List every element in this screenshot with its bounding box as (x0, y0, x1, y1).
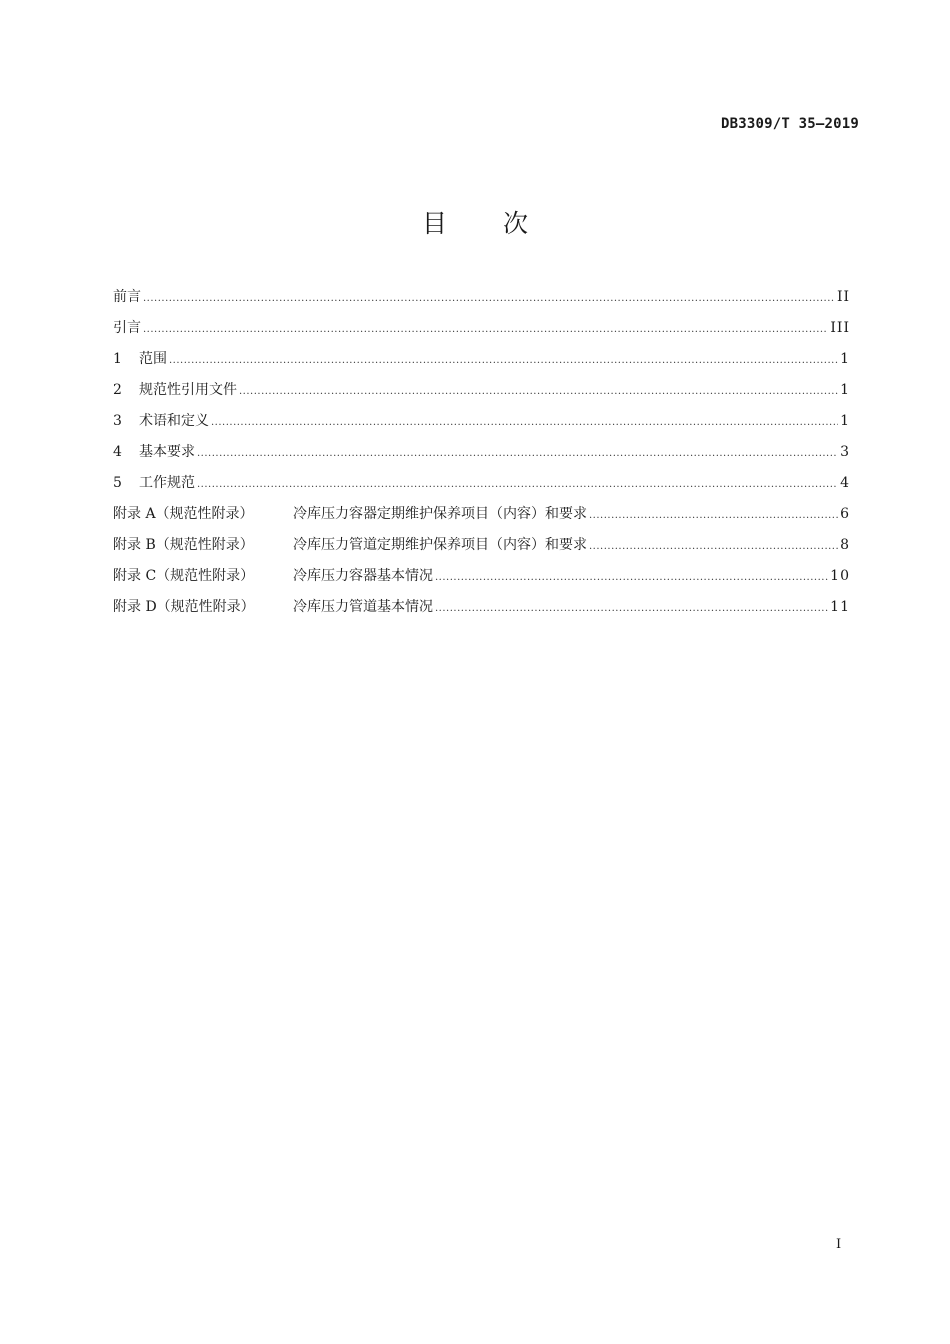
toc-entry-text: 引言 (113, 320, 141, 336)
toc-entry-text: 前言 (113, 289, 141, 305)
toc-dot-leader (197, 441, 838, 467)
toc-entry-text: 范围 (139, 351, 167, 367)
toc-entry-page: 1 (840, 382, 850, 398)
page-number: I (836, 1237, 842, 1252)
toc-entry-page: 6 (840, 506, 850, 522)
document-code: DB3309/T 35—2019 (720, 116, 859, 132)
toc-dot-leader (143, 286, 835, 312)
toc-entry-page: 1 (840, 351, 850, 367)
toc-entry-page: 10 (830, 568, 850, 584)
toc-appendix-label: 附录 C（规范性附录） (113, 568, 255, 584)
toc-dot-leader (589, 503, 838, 529)
toc-appendix-label: 附录 A（规范性附录） (113, 506, 254, 522)
toc-dot-leader (435, 565, 828, 591)
toc-entry-page: 3 (840, 444, 850, 460)
toc-dot-leader (435, 596, 828, 622)
toc-entry-foreword[interactable] (113, 284, 850, 315)
toc-entry-appendix-b[interactable] (113, 532, 850, 563)
toc-entry-text: 冷库压力容器基本情况 (293, 568, 433, 584)
toc-title: 目 次 (422, 209, 528, 238)
toc-entry-text: 冷库压力容器定期维护保养项目（内容）和要求 (293, 506, 587, 522)
toc-entry-text: 规范性引用文件 (139, 382, 237, 398)
toc-entry-text: 术语和定义 (139, 413, 209, 429)
toc-entry-basic-requirements[interactable] (113, 439, 850, 470)
toc-entry-number: 4 (113, 444, 122, 460)
toc-entry-text: 工作规范 (139, 475, 195, 491)
toc-dot-leader (239, 379, 838, 405)
toc-entry-page: II (836, 289, 850, 305)
toc-entry-number: 1 (113, 351, 122, 367)
toc-dot-leader (169, 348, 838, 374)
toc-entry-text: 基本要求 (139, 444, 195, 460)
toc-entry-work-specification[interactable] (113, 470, 850, 501)
toc-entry-appendix-a[interactable] (113, 501, 850, 532)
toc-entry-text: 冷库压力管道定期维护保养项目（内容）和要求 (293, 537, 587, 553)
toc-list (113, 284, 850, 625)
toc-entry-page: 4 (840, 475, 850, 491)
toc-entry-appendix-d[interactable] (113, 594, 850, 625)
toc-dot-leader (197, 472, 838, 498)
toc-entry-page: III (830, 320, 850, 336)
toc-entry-scope[interactable] (113, 346, 850, 377)
toc-entry-page: 1 (840, 413, 850, 429)
toc-entry-number: 3 (113, 413, 122, 429)
toc-entry-appendix-c[interactable] (113, 563, 850, 594)
toc-dot-leader (143, 317, 828, 343)
toc-entry-number: 5 (113, 475, 122, 491)
toc-dot-leader (589, 534, 838, 560)
toc-entry-normative-references[interactable] (113, 377, 850, 408)
toc-entry-number: 2 (113, 382, 122, 398)
toc-entry-page: 8 (840, 537, 850, 553)
toc-entry-terms-definitions[interactable] (113, 408, 850, 439)
toc-entry-page: 11 (830, 599, 850, 615)
toc-entry-introduction[interactable] (113, 315, 850, 346)
toc-dot-leader (211, 410, 838, 436)
toc-appendix-label: 附录 B（规范性附录） (113, 537, 254, 553)
toc-appendix-label: 附录 D（规范性附录） (113, 599, 255, 615)
toc-entry-text: 冷库压力管道基本情况 (293, 599, 433, 615)
